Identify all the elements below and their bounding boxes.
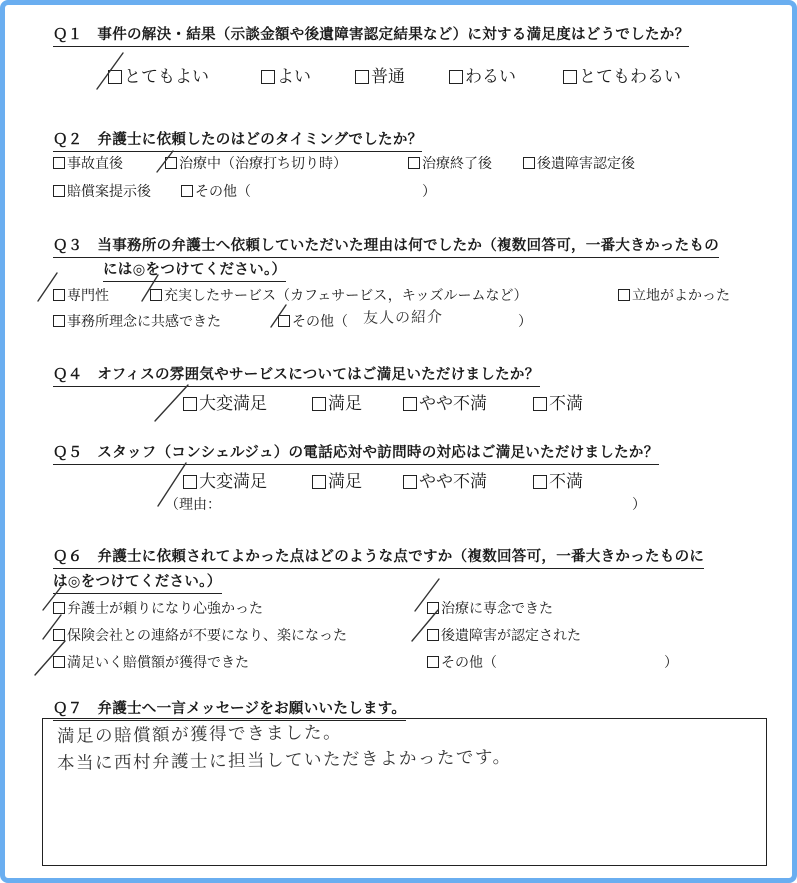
checkbox[interactable] <box>427 656 439 668</box>
checkbox[interactable] <box>108 70 122 84</box>
checkbox[interactable] <box>523 157 535 169</box>
q4-option-very-satisfied[interactable]: 大変満足 <box>183 389 267 414</box>
checkbox[interactable] <box>355 70 369 84</box>
checkbox[interactable] <box>165 157 177 169</box>
q5-reason-close: ） <box>632 497 646 513</box>
q6-option-disability-certified[interactable]: 後遺障害が認定された <box>427 625 581 645</box>
q3-question-line1: Ｑ３ 当事務所の弁護士へ依頼していただいた理由は何でしたか（複数回答可，一番大きかったもの <box>53 234 719 258</box>
q2-option-other[interactable]: その他（ <box>181 181 251 201</box>
q6-question-line1: Ｑ６ 弁護士に依頼されてよかった点はどのような点ですか（複数回答可，一番大きかったものに <box>53 545 704 569</box>
q5-option-dissatisfied[interactable]: 不満 <box>533 467 583 492</box>
checkbox[interactable] <box>53 315 65 327</box>
q6-option-other[interactable]: その他（ <box>427 652 497 672</box>
checkbox[interactable] <box>53 157 65 169</box>
q6-other-close: ） <box>664 655 678 671</box>
q2-other-close: ） <box>422 184 436 200</box>
q5-option-satisfied[interactable]: 満足 <box>312 467 362 492</box>
checkbox[interactable] <box>181 185 193 197</box>
q3-option-location[interactable]: 立地がよかった <box>618 285 730 305</box>
q1-question: Ｑ１ 事件の解決・結果（示談金額や後遺障害認定結果など）に対する満足度はどうでしたか？ <box>53 23 689 47</box>
q4-option-satisfied[interactable]: 満足 <box>312 389 362 414</box>
q3-option-philosophy[interactable]: 事務所理念に共感できた <box>53 311 221 331</box>
q6-option-focus-on-treatment[interactable]: 治療に専念できた <box>427 598 553 618</box>
q4-option-dissatisfied[interactable]: 不満 <box>533 389 583 414</box>
q2-option-right-after-accident[interactable]: 事故直後 <box>53 153 123 173</box>
q1-option-very-bad[interactable]: とてもわるい <box>563 62 681 87</box>
q1-option-very-good[interactable]: とてもよい <box>108 62 209 87</box>
checkbox[interactable] <box>427 629 439 641</box>
q3-option-other[interactable]: その他（ <box>278 311 348 331</box>
checkbox[interactable] <box>403 475 417 489</box>
checkbox[interactable] <box>408 157 420 169</box>
q7-message-line2[interactable]: 本当に西村弁護士に担当していただきよかったです。 <box>56 747 512 774</box>
q6-question-line2: は◎をつけてください。） <box>53 570 222 594</box>
checkbox[interactable] <box>183 475 197 489</box>
checkbox[interactable] <box>261 70 275 84</box>
q4-question: Ｑ４ オフィスの雰囲気やサービスについてはご満足いただけましたか？ <box>53 363 540 387</box>
q1-option-normal[interactable]: 普通 <box>355 62 405 87</box>
q1-option-bad[interactable]: わるい <box>449 62 516 87</box>
checkbox[interactable] <box>533 475 547 489</box>
q7-question: Ｑ７ 弁護士へ一言メッセージをお願いいたします。 <box>53 697 406 721</box>
checkbox[interactable] <box>53 629 65 641</box>
checkbox[interactable] <box>150 289 162 301</box>
q6-option-reliable-lawyer[interactable]: 弁護士が頼りになり心強かった <box>53 598 263 618</box>
checkbox[interactable] <box>183 397 197 411</box>
checkbox[interactable] <box>312 397 326 411</box>
q3-other-answer[interactable]: 友人の紹介 <box>362 307 444 327</box>
checkbox[interactable] <box>53 289 65 301</box>
checkbox[interactable] <box>278 315 290 327</box>
q5-question: Ｑ５ スタッフ（コンシェルジュ）の電話応対や訪問時の対応はご満足いただけましたか？ <box>53 441 659 465</box>
q2-option-after-settlement-offer[interactable]: 賠償案提示後 <box>53 181 151 201</box>
checkbox[interactable] <box>53 185 65 197</box>
q6-option-satisfying-compensation[interactable]: 満足いく賠償額が獲得できた <box>53 652 249 672</box>
q5-option-very-satisfied[interactable]: 大変満足 <box>183 467 267 492</box>
q7-message-line1[interactable]: 満足の賠償額が獲得できました。 <box>56 723 343 747</box>
checkbox[interactable] <box>563 70 577 84</box>
checkbox[interactable] <box>427 602 439 614</box>
q3-question-line2: には◎をつけてください。） <box>103 258 286 282</box>
q3-option-services[interactable]: 充実したサービス（カフェサービス，キッズルームなど） <box>150 285 527 305</box>
q2-option-during-treatment[interactable]: 治療中（治療打ち切り時） <box>165 153 347 173</box>
q5-reason-label: （理由： <box>165 497 221 513</box>
q2-option-after-disability-certification[interactable]: 後遺障害認定後 <box>523 153 635 173</box>
q6-option-no-insurer-contact[interactable]: 保険会社との連絡が不要になり、楽になった <box>53 625 347 645</box>
checkbox[interactable] <box>312 475 326 489</box>
q2-option-after-treatment[interactable]: 治療終了後 <box>408 153 492 173</box>
checkbox[interactable] <box>53 656 65 668</box>
q4-option-somewhat-dissatisfied[interactable]: やや不満 <box>403 389 487 414</box>
q2-question: Ｑ２ 弁護士に依頼したのはどのタイミングでしたか？ <box>53 128 422 152</box>
checkbox[interactable] <box>403 397 417 411</box>
checkbox[interactable] <box>53 602 65 614</box>
q3-other-close: ） <box>518 314 532 330</box>
q5-option-somewhat-dissatisfied[interactable]: やや不満 <box>403 467 487 492</box>
q3-option-expertise[interactable]: 専門性 <box>53 285 109 305</box>
q1-option-good[interactable]: よい <box>261 62 311 87</box>
checkbox[interactable] <box>449 70 463 84</box>
checkbox[interactable] <box>618 289 630 301</box>
checkbox[interactable] <box>533 397 547 411</box>
